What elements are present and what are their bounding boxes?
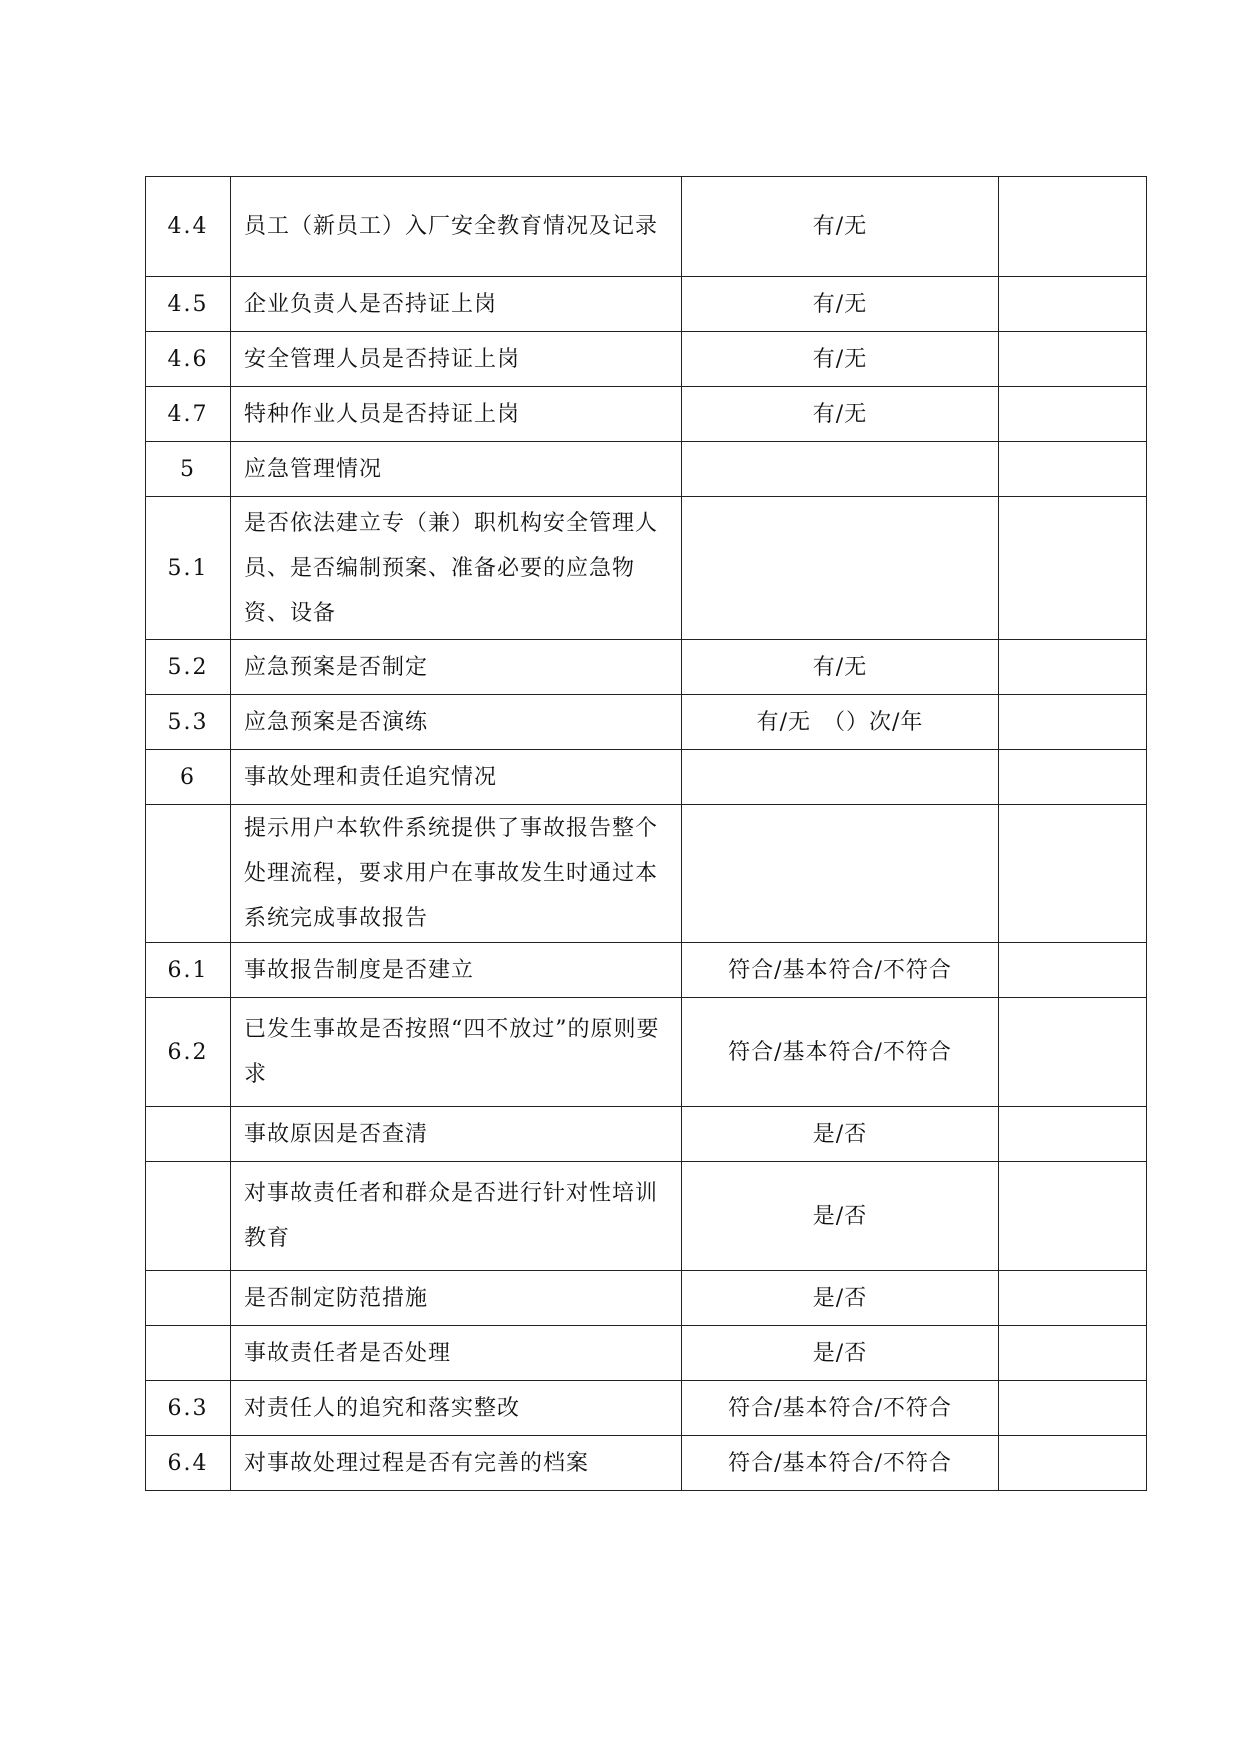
table-row xyxy=(146,805,1147,943)
item-result-options: 是/否 xyxy=(682,1326,999,1381)
table-row xyxy=(146,1381,1147,1436)
item-result-options: 有/无 （）次/年 xyxy=(682,695,999,750)
item-description: 应急预案是否制定 xyxy=(231,640,682,695)
item-description: 对事故处理过程是否有完善的档案 xyxy=(231,1436,682,1491)
item-result-options: 有/无 xyxy=(682,177,999,277)
item-note xyxy=(999,442,1147,497)
table-row xyxy=(146,277,1147,332)
table-row xyxy=(146,332,1147,387)
table-row xyxy=(146,177,1147,277)
item-description: 企业负责人是否持证上岗 xyxy=(231,277,682,332)
item-number: 5.1 xyxy=(146,497,231,640)
item-note xyxy=(999,640,1147,695)
item-description: 是否依法建立专（兼）职机构安全管理人员、是否编制预案、准备必要的应急物资、设备 xyxy=(231,497,682,640)
item-result-options: 是/否 xyxy=(682,1162,999,1271)
table-row xyxy=(146,1326,1147,1381)
item-note xyxy=(999,1162,1147,1271)
item-result-options: 符合/基本符合/不符合 xyxy=(682,943,999,998)
item-result-options: 有/无 xyxy=(682,387,999,442)
item-result-options: 符合/基本符合/不符合 xyxy=(682,998,999,1107)
item-note xyxy=(999,1381,1147,1436)
item-number xyxy=(146,1326,231,1381)
item-number: 4.6 xyxy=(146,332,231,387)
table-row xyxy=(146,442,1147,497)
table-row xyxy=(146,750,1147,805)
item-number: 4.4 xyxy=(146,177,231,277)
item-note xyxy=(999,177,1147,277)
item-number: 5.2 xyxy=(146,640,231,695)
item-number xyxy=(146,1107,231,1162)
item-note xyxy=(999,943,1147,998)
item-note xyxy=(999,1271,1147,1326)
item-note xyxy=(999,332,1147,387)
item-number: 5.3 xyxy=(146,695,231,750)
item-note xyxy=(999,695,1147,750)
item-note xyxy=(999,277,1147,332)
item-result-options: 符合/基本符合/不符合 xyxy=(682,1436,999,1491)
table-row xyxy=(146,943,1147,998)
item-result-options: 是/否 xyxy=(682,1271,999,1326)
item-number: 6.4 xyxy=(146,1436,231,1491)
item-result-options: 符合/基本符合/不符合 xyxy=(682,1381,999,1436)
item-description: 事故责任者是否处理 xyxy=(231,1326,682,1381)
inspection-checklist-table xyxy=(145,176,1147,1491)
item-result-options: 有/无 xyxy=(682,332,999,387)
item-number: 6.1 xyxy=(146,943,231,998)
section-title: 事故处理和责任追究情况 xyxy=(231,750,682,805)
item-result-options: 有/无 xyxy=(682,277,999,332)
item-number: 6.2 xyxy=(146,998,231,1107)
item-note xyxy=(999,1107,1147,1162)
item-number xyxy=(146,1162,231,1271)
item-description: 事故报告制度是否建立 xyxy=(231,943,682,998)
item-description: 特种作业人员是否持证上岗 xyxy=(231,387,682,442)
item-description: 提示用户本软件系统提供了事故报告整个处理流程，要求用户在事故发生时通过本系统完成事故报告 xyxy=(231,805,682,943)
table-row xyxy=(146,1271,1147,1326)
item-number xyxy=(146,1271,231,1326)
item-description: 对责任人的追究和落实整改 xyxy=(231,1381,682,1436)
table-row xyxy=(146,1162,1147,1271)
item-note xyxy=(999,1436,1147,1491)
section-number: 6 xyxy=(146,750,231,805)
table-row xyxy=(146,695,1147,750)
item-description: 安全管理人员是否持证上岗 xyxy=(231,332,682,387)
item-description: 事故原因是否查清 xyxy=(231,1107,682,1162)
item-note xyxy=(999,1326,1147,1381)
table-row xyxy=(146,640,1147,695)
item-number: 4.5 xyxy=(146,277,231,332)
item-description: 对事故责任者和群众是否进行针对性培训教育 xyxy=(231,1162,682,1271)
item-number: 4.7 xyxy=(146,387,231,442)
item-note xyxy=(999,805,1147,943)
item-number: 6.3 xyxy=(146,1381,231,1436)
table-row xyxy=(146,998,1147,1107)
item-note xyxy=(999,750,1147,805)
item-description: 员工（新员工）入厂安全教育情况及记录 xyxy=(231,177,682,277)
item-note xyxy=(999,387,1147,442)
item-description: 是否制定防范措施 xyxy=(231,1271,682,1326)
item-result-options: 是/否 xyxy=(682,1107,999,1162)
item-note xyxy=(999,998,1147,1107)
table-row xyxy=(146,387,1147,442)
item-result-options xyxy=(682,805,999,943)
item-result-options xyxy=(682,497,999,640)
table-row xyxy=(146,497,1147,640)
item-result-options xyxy=(682,442,999,497)
table-row xyxy=(146,1436,1147,1491)
item-note xyxy=(999,497,1147,640)
item-description: 已发生事故是否按照“四不放过”的原则要求 xyxy=(231,998,682,1107)
item-description: 应急预案是否演练 xyxy=(231,695,682,750)
section-number: 5 xyxy=(146,442,231,497)
table-row xyxy=(146,1107,1147,1162)
item-number xyxy=(146,805,231,943)
item-result-options xyxy=(682,750,999,805)
item-result-options: 有/无 xyxy=(682,640,999,695)
section-title: 应急管理情况 xyxy=(231,442,682,497)
